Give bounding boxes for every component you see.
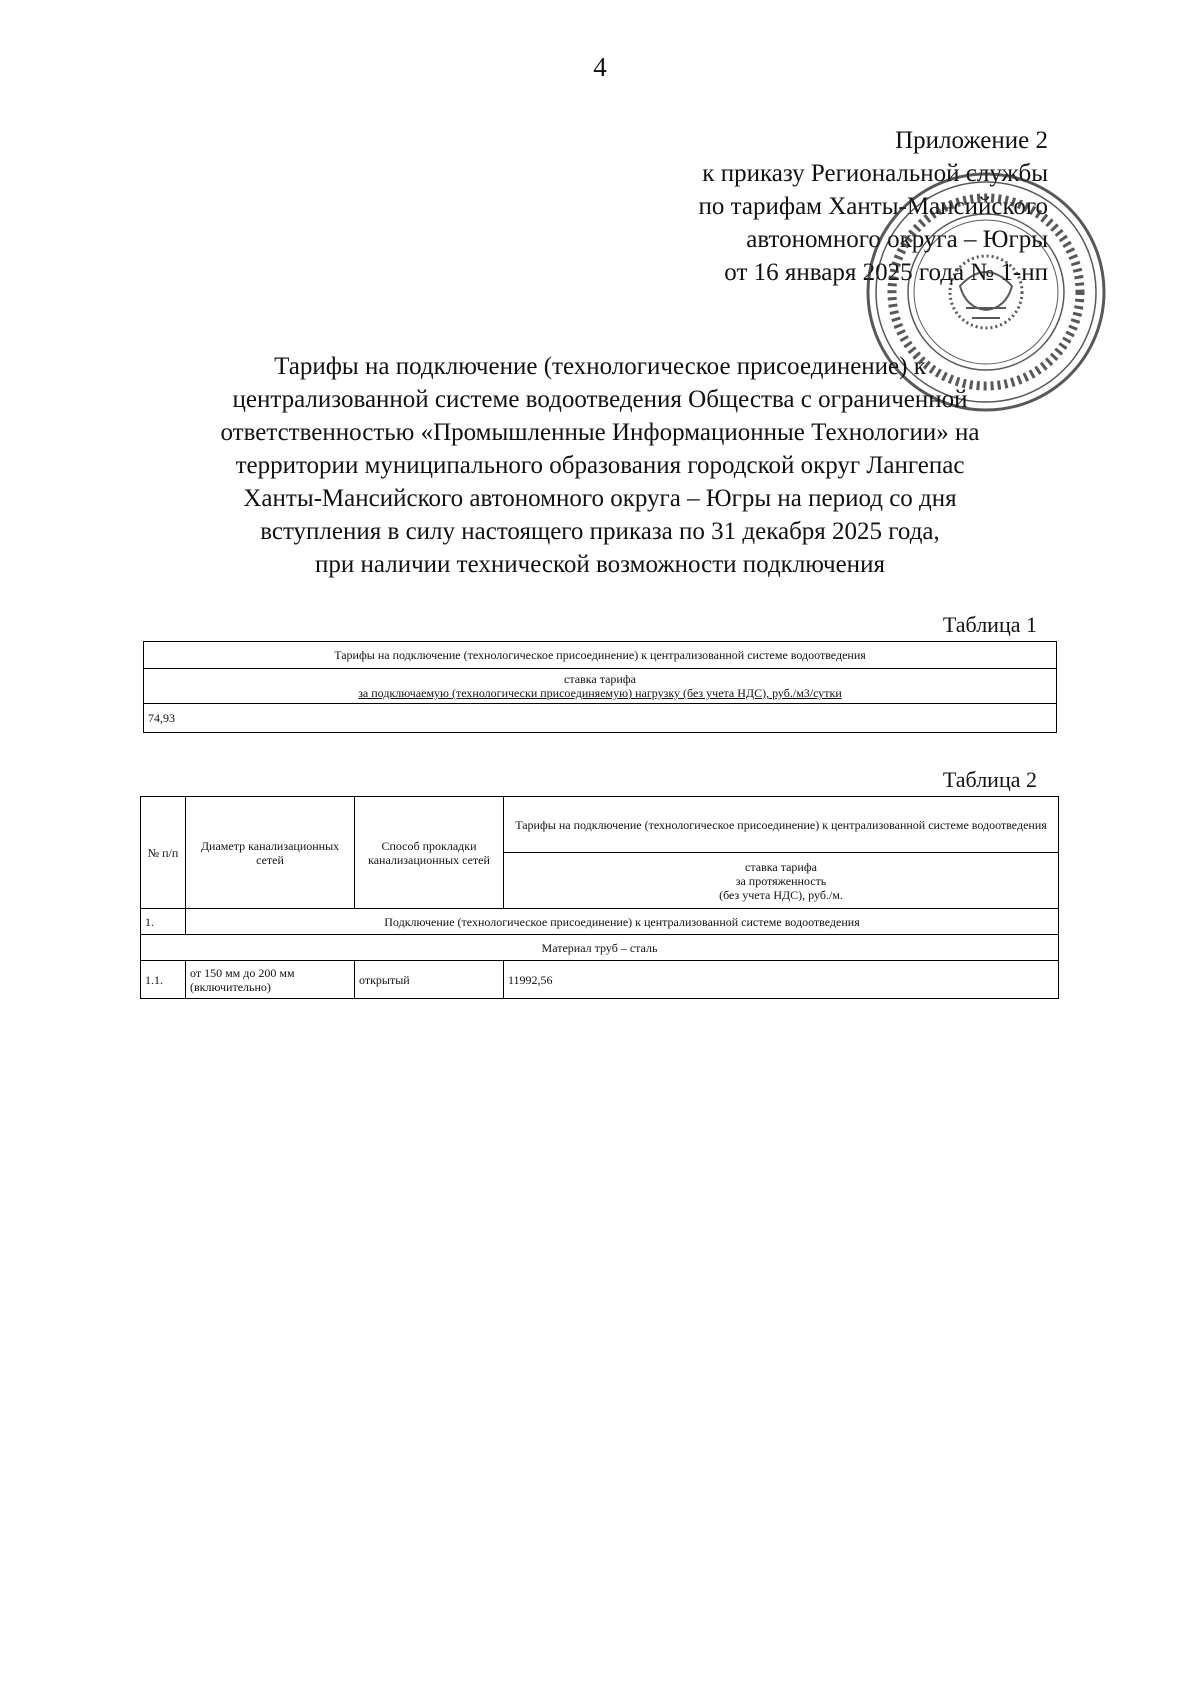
table1 bbox=[143, 641, 1057, 733]
title-line: Тарифы на подключение (технологическое присоединение) к bbox=[274, 353, 926, 380]
appendix-line: к приказу Региональной службы bbox=[702, 160, 1048, 187]
table2-section-title: Подключение (технологическое присоединение) к централизованной системе водоотведения bbox=[186, 909, 1059, 935]
title-line: Ханты-Мансийского автономного округа – Югры на период со дня bbox=[243, 485, 957, 512]
table2-row-num: 1.1. bbox=[141, 961, 186, 999]
table2-material: Материал труб – сталь bbox=[141, 935, 1059, 961]
table2-col-num: № п/п bbox=[141, 797, 186, 909]
table2-col-method: Способ прокладки канализационных сетей bbox=[355, 797, 504, 909]
table1-subheader-line: ставка тарифа bbox=[564, 672, 636, 686]
title-line: централизованной системе водоотведения Общества с ограниченной bbox=[232, 386, 968, 413]
table2-caption: Таблица 2 bbox=[942, 767, 1037, 792]
table2-rate-line: (без учета НДС), руб./м. bbox=[719, 887, 843, 902]
table2-row-rate: 11992,56 bbox=[504, 961, 1059, 999]
table2-row-diameter: от 150 мм до 200 мм (включительно) bbox=[186, 961, 355, 999]
appendix-line: Приложение 2 bbox=[895, 127, 1048, 154]
table2 bbox=[140, 796, 1059, 999]
title-line: ответственностью «Промышленные Информационные Технологии» на bbox=[220, 419, 980, 446]
table2-section-num: 1. bbox=[141, 909, 186, 935]
table2-rate-line: за протяженность bbox=[735, 873, 827, 888]
table2-rate-line: ставка тарифа bbox=[745, 859, 817, 874]
table2-col-rate bbox=[504, 853, 1059, 909]
title-line: вступления в силу настоящего приказа по 31 декабря 2025 года, bbox=[260, 518, 940, 545]
appendix-line: от 16 января 2025 года № 1-нп bbox=[724, 259, 1048, 286]
table2-row-method: открытый bbox=[355, 961, 504, 999]
table1-subheader bbox=[144, 669, 1057, 704]
table1-header: Тарифы на подключение (технологическое присоединение) к централизованной системе водоотведения bbox=[144, 642, 1057, 669]
table-row bbox=[141, 961, 1059, 999]
appendix-line: автономного округа – Югры bbox=[746, 226, 1048, 253]
table1-value: 74,93 bbox=[144, 704, 1057, 733]
page-number: 4 bbox=[593, 52, 607, 82]
appendix-line: по тарифам Ханты-Мансийского bbox=[698, 193, 1048, 220]
document-title bbox=[80, 350, 1120, 581]
table2-col-tariff: Тарифы на подключение (технологическое присоединение) к централизованной системе водоотведения bbox=[504, 797, 1059, 853]
table1-subheader-line: за подключаемую (технологически присоединяемую) нагрузку (без учета НДС), руб./м3/сутки bbox=[358, 686, 842, 700]
table2-col-diameter: Диаметр канализационных сетей bbox=[186, 797, 355, 909]
title-line: при наличии технической возможности подключения bbox=[315, 551, 885, 578]
table1-caption: Таблица 1 bbox=[942, 612, 1037, 637]
title-line: территории муниципального образования городской округ Лангепас bbox=[235, 452, 965, 479]
